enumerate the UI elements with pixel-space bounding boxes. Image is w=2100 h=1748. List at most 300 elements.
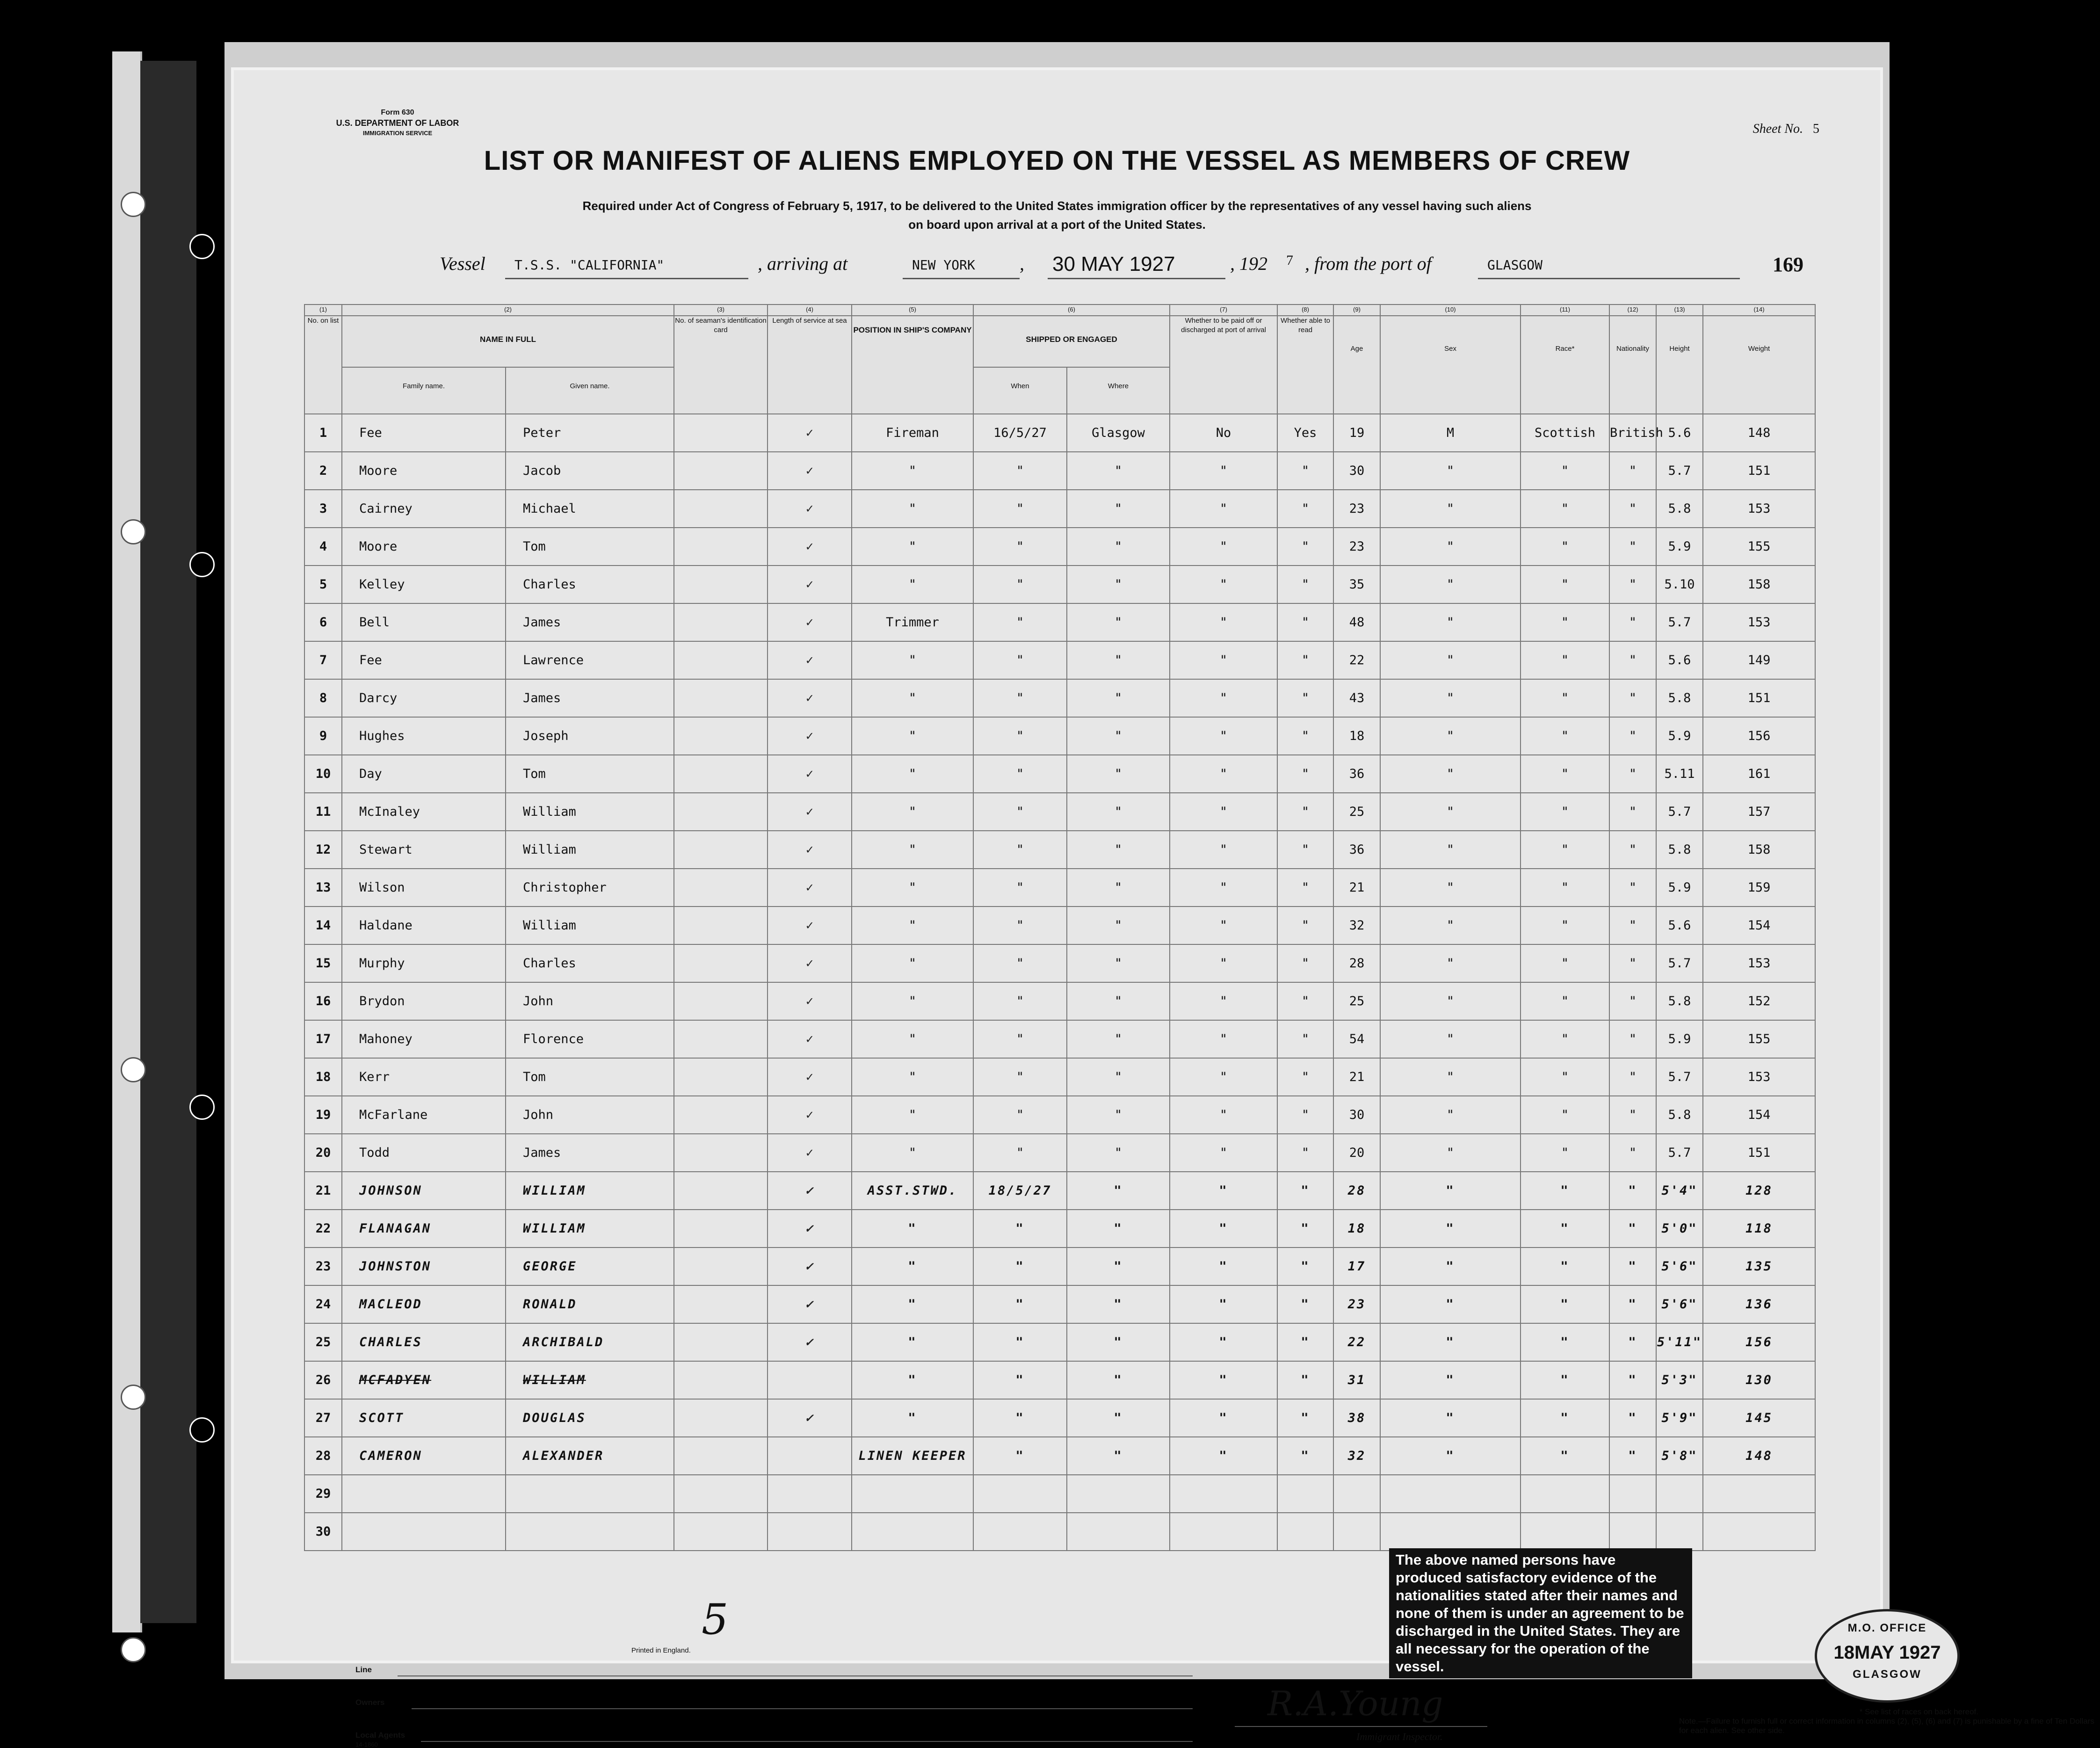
shipped-where: " [1067, 831, 1170, 869]
shipped-where: " [1067, 1361, 1170, 1399]
colnum: (6) [973, 305, 1170, 316]
shipped-where: " [1067, 452, 1170, 490]
row-number: 14 [304, 907, 342, 944]
seaman-id-cell [674, 414, 768, 452]
family-name: MACLEOD [342, 1285, 506, 1323]
col-name-in-full: NAME IN FULL [342, 316, 674, 367]
age-cell: 38 [1333, 1399, 1380, 1437]
family-name: Mahoney [342, 1020, 506, 1058]
race-cell: " [1521, 755, 1609, 793]
height-cell: 5.9 [1656, 1020, 1703, 1058]
height-cell: 5'6" [1656, 1248, 1703, 1285]
weight-cell: 151 [1703, 452, 1815, 490]
shipped-when [973, 1475, 1067, 1513]
nationality-cell: " [1609, 641, 1656, 679]
height-cell: 5'3" [1656, 1361, 1703, 1399]
weight-cell: 156 [1703, 1323, 1815, 1361]
given-name: John [506, 982, 674, 1020]
weight-cell: 149 [1703, 641, 1815, 679]
manifest-subtitle [402, 196, 1712, 234]
service-check-mark [768, 1475, 852, 1513]
nationality-cell: " [1609, 907, 1656, 944]
seaman-id-cell [674, 944, 768, 982]
row-number: 27 [304, 1399, 342, 1437]
binder-hole [189, 234, 215, 259]
seaman-id-cell [674, 982, 768, 1020]
sex-cell: " [1380, 603, 1521, 641]
family-name: Darcy [342, 679, 506, 717]
race-cell [1521, 1513, 1609, 1551]
weight-cell: 154 [1703, 907, 1815, 944]
given-name: DOUGLAS [506, 1399, 674, 1437]
arriving-underline [903, 278, 1020, 279]
shipped-where: " [1067, 566, 1170, 603]
age-cell [1333, 1475, 1380, 1513]
stamp-bottom: GLASGOW [1853, 1668, 1922, 1681]
given-name: Lawrence [506, 641, 674, 679]
manifest-content [262, 89, 2094, 1748]
shipped-where: " [1067, 907, 1170, 944]
family-name: McFarlane [342, 1096, 506, 1134]
age-cell: 20 [1333, 1134, 1380, 1172]
race-cell: " [1521, 982, 1609, 1020]
sex-cell: " [1380, 452, 1521, 490]
given-name: Jacob [506, 452, 674, 490]
height-cell: 5.8 [1656, 490, 1703, 528]
binder-hole [121, 519, 146, 544]
date-underline [1048, 278, 1225, 279]
race-cell: " [1521, 603, 1609, 641]
able-read-cell: " [1277, 1134, 1333, 1172]
line-label: Line [355, 1665, 372, 1674]
family-name: Kerr [342, 1058, 506, 1096]
nationality-cell: " [1609, 1210, 1656, 1248]
table-row [304, 603, 1815, 641]
sex-cell: " [1380, 679, 1521, 717]
position-cell [852, 1475, 973, 1513]
race-cell: " [1521, 793, 1609, 831]
service-check-mark: ✓ [768, 717, 852, 755]
table-row [304, 566, 1815, 603]
manifest-number: 169 [1773, 253, 1803, 276]
service-check-mark: ✓ [768, 1285, 852, 1323]
given-name: Charles [506, 944, 674, 982]
table-row [304, 1475, 1815, 1513]
sex-cell: " [1380, 1323, 1521, 1361]
nationality-cell: " [1609, 490, 1656, 528]
weight-cell: 135 [1703, 1248, 1815, 1285]
year-suffix: 7 [1286, 253, 1293, 268]
col-given-name: Given name. [506, 367, 674, 414]
height-cell: 5'4" [1656, 1172, 1703, 1210]
race-cell [1521, 1475, 1609, 1513]
family-name: Day [342, 755, 506, 793]
shipped-where: " [1067, 982, 1170, 1020]
binder-edge [140, 61, 196, 1623]
age-cell: 43 [1333, 679, 1380, 717]
vessel-underline [505, 278, 748, 279]
position-cell: " [852, 717, 973, 755]
col-age: Age [1333, 316, 1380, 414]
table-row [304, 1134, 1815, 1172]
office-stamp [1815, 1609, 1960, 1703]
paid-off-cell: " [1170, 1399, 1277, 1437]
family-name: FLANAGAN [342, 1210, 506, 1248]
position-cell: ASST.STWD. [852, 1172, 973, 1210]
weight-cell [1703, 1475, 1815, 1513]
height-cell: 5.11 [1656, 755, 1703, 793]
shipped-when: " [973, 755, 1067, 793]
able-read-cell: " [1277, 679, 1333, 717]
weight-cell: 148 [1703, 414, 1815, 452]
nationality-cell: " [1609, 755, 1656, 793]
arrival-date: 30 MAY 1927 [1052, 253, 1175, 276]
shipped-when: " [973, 1020, 1067, 1058]
age-cell: 25 [1333, 793, 1380, 831]
sex-cell: " [1380, 717, 1521, 755]
paid-off-cell: " [1170, 907, 1277, 944]
race-cell: " [1521, 566, 1609, 603]
weight-cell: 151 [1703, 679, 1815, 717]
family-name [342, 1513, 506, 1551]
able-read-cell: " [1277, 603, 1333, 641]
binder-hole [121, 1637, 146, 1662]
race-cell: " [1521, 869, 1609, 907]
row-number: 8 [304, 679, 342, 717]
row-number: 20 [304, 1134, 342, 1172]
nationality-cell: " [1609, 982, 1656, 1020]
row-number: 4 [304, 528, 342, 566]
sex-cell: " [1380, 907, 1521, 944]
shipped-when: " [973, 944, 1067, 982]
height-cell: 5.7 [1656, 1134, 1703, 1172]
seaman-id-cell [674, 1323, 768, 1361]
weight-cell: 118 [1703, 1210, 1815, 1248]
seaman-id-cell [674, 1058, 768, 1096]
table-row [304, 490, 1815, 528]
col-shipped: SHIPPED OR ENGAGED [973, 316, 1170, 367]
able-read-cell [1277, 1513, 1333, 1551]
given-name: RONALD [506, 1285, 674, 1323]
stamp-date: 18MAY 1927 [1833, 1642, 1941, 1663]
shipped-where: " [1067, 1020, 1170, 1058]
shipped-when: 18/5/27 [973, 1172, 1067, 1210]
agents-label: Local Agents [355, 1731, 406, 1740]
race-cell: " [1521, 1096, 1609, 1134]
shipped-when: " [973, 1285, 1067, 1323]
row-number: 1 [304, 414, 342, 452]
paid-off-cell: " [1170, 1361, 1277, 1399]
shipped-where: " [1067, 944, 1170, 982]
height-cell: 5.6 [1656, 907, 1703, 944]
nationality-cell: " [1609, 452, 1656, 490]
row-number: 26 [304, 1361, 342, 1399]
paid-off-cell: " [1170, 1172, 1277, 1210]
weight-cell: 155 [1703, 528, 1815, 566]
paid-off-cell: " [1170, 755, 1277, 793]
sex-cell: " [1380, 1020, 1521, 1058]
service-check-mark: ✓ [768, 566, 852, 603]
nationality-cell: " [1609, 1399, 1656, 1437]
nationality-cell: " [1609, 1248, 1656, 1285]
age-cell: 30 [1333, 452, 1380, 490]
family-name: Todd [342, 1134, 506, 1172]
age-cell: 22 [1333, 1323, 1380, 1361]
weight-cell: 145 [1703, 1399, 1815, 1437]
given-name: Charles [506, 566, 674, 603]
shipped-where: " [1067, 641, 1170, 679]
race-cell: " [1521, 490, 1609, 528]
height-cell: 5.9 [1656, 528, 1703, 566]
position-cell: " [852, 755, 973, 793]
service-check-mark: ✓ [768, 944, 852, 982]
nationality-cell: " [1609, 1437, 1656, 1475]
shipped-where: " [1067, 679, 1170, 717]
age-cell: 18 [1333, 1210, 1380, 1248]
row-number: 23 [304, 1248, 342, 1285]
shipped-where: " [1067, 1323, 1170, 1361]
colnum: (5) [852, 305, 973, 316]
nationality-cell: " [1609, 1361, 1656, 1399]
weight-cell: 136 [1703, 1285, 1815, 1323]
seaman-id-cell [674, 1513, 768, 1551]
paid-off-cell: " [1170, 1134, 1277, 1172]
age-cell: 19 [1333, 414, 1380, 452]
subtitle-line-2: on board upon arrival at a port of the United States. [908, 218, 1206, 232]
weight-cell [1703, 1513, 1815, 1551]
manifest-sheet [234, 70, 2094, 1748]
given-name: William [506, 907, 674, 944]
service-check-mark: ✓ [768, 755, 852, 793]
given-name: Michael [506, 490, 674, 528]
race-cell: " [1521, 1210, 1609, 1248]
family-name: JOHNSON [342, 1172, 506, 1210]
height-cell: 5.9 [1656, 717, 1703, 755]
table-row [304, 1323, 1815, 1361]
col-position: POSITION IN SHIP'S COMPANY [852, 316, 973, 414]
able-read-cell: " [1277, 1248, 1333, 1285]
race-cell: " [1521, 1248, 1609, 1285]
sex-cell: " [1380, 528, 1521, 566]
binder-hole [121, 1385, 146, 1410]
table-row [304, 1437, 1815, 1475]
table-row [304, 1248, 1815, 1285]
paid-off-cell: " [1170, 982, 1277, 1020]
service-check-mark: ✓ [768, 1096, 852, 1134]
age-cell: 28 [1333, 944, 1380, 982]
weight-cell: 148 [1703, 1437, 1815, 1475]
shipped-where: " [1067, 1248, 1170, 1285]
seaman-id-cell [674, 603, 768, 641]
row-number: 6 [304, 603, 342, 641]
shipped-when: " [973, 717, 1067, 755]
table-row [304, 1020, 1815, 1058]
able-read-cell: " [1277, 1437, 1333, 1475]
service-check-mark [768, 1513, 852, 1551]
row-number: 13 [304, 869, 342, 907]
table-row [304, 944, 1815, 982]
race-cell: " [1521, 641, 1609, 679]
nationality-cell: " [1609, 831, 1656, 869]
given-name: John [506, 1096, 674, 1134]
nationality-cell: " [1609, 1285, 1656, 1323]
given-name: WILLIAM [506, 1210, 674, 1248]
family-name: Stewart [342, 831, 506, 869]
seaman-id-cell [674, 490, 768, 528]
nationality-cell [1609, 1475, 1656, 1513]
seaman-id-cell [674, 1248, 768, 1285]
race-cell: " [1521, 1058, 1609, 1096]
col-where: Where [1067, 367, 1170, 414]
given-name: ALEXANDER [506, 1437, 674, 1475]
able-read-cell: " [1277, 1096, 1333, 1134]
given-name: WILLIAM [506, 1361, 674, 1399]
position-cell: " [852, 793, 973, 831]
height-cell: 5'8" [1656, 1437, 1703, 1475]
row-number: 10 [304, 755, 342, 793]
shipped-where: " [1067, 528, 1170, 566]
position-cell: " [852, 907, 973, 944]
position-cell: " [852, 641, 973, 679]
race-cell: Scottish [1521, 414, 1609, 452]
seaman-id-cell [674, 452, 768, 490]
family-name: Fee [342, 414, 506, 452]
service-check-mark [768, 1361, 852, 1399]
agents-rule [421, 1741, 1193, 1742]
given-name: Tom [506, 755, 674, 793]
given-name: James [506, 1134, 674, 1172]
paid-off-cell: " [1170, 1285, 1277, 1323]
col-when: When [973, 367, 1067, 414]
col-nationality: Nationality [1609, 316, 1656, 414]
nationality-cell: " [1609, 717, 1656, 755]
family-name: CHARLES [342, 1323, 506, 1361]
shipped-when: " [973, 452, 1067, 490]
weight-cell: 151 [1703, 1134, 1815, 1172]
able-read-cell: " [1277, 793, 1333, 831]
weight-cell: 153 [1703, 944, 1815, 982]
crew-table [304, 304, 1816, 1551]
vessel-name: T.S.S. "CALIFORNIA" [514, 257, 665, 273]
weight-cell: 153 [1703, 1058, 1815, 1096]
service-check-mark: ✓ [768, 1172, 852, 1210]
service-check-mark: ✓ [768, 831, 852, 869]
age-cell: 23 [1333, 490, 1380, 528]
table-row [304, 982, 1815, 1020]
paid-off-cell: " [1170, 717, 1277, 755]
sex-cell: " [1380, 1058, 1521, 1096]
seaman-id-cell [674, 641, 768, 679]
seaman-id-cell [674, 1285, 768, 1323]
service-check-mark: ✓ [768, 1020, 852, 1058]
shipped-when: 16/5/27 [973, 414, 1067, 452]
shipped-when: " [973, 982, 1067, 1020]
row-number: 28 [304, 1437, 342, 1475]
row-number: 18 [304, 1058, 342, 1096]
race-cell: " [1521, 1323, 1609, 1361]
crew-rows [304, 414, 1815, 1551]
binder-hole [189, 1417, 215, 1443]
able-read-cell: " [1277, 1399, 1333, 1437]
age-cell: 25 [1333, 982, 1380, 1020]
col-sex: Sex [1380, 316, 1521, 414]
row-number: 21 [304, 1172, 342, 1210]
col-weight: Weight [1703, 316, 1815, 414]
position-cell: " [852, 490, 973, 528]
given-name: Florence [506, 1020, 674, 1058]
height-cell: 5.7 [1656, 793, 1703, 831]
age-cell: 21 [1333, 1058, 1380, 1096]
service-check-mark: ✓ [768, 452, 852, 490]
sex-cell [1380, 1513, 1521, 1551]
weight-cell: 156 [1703, 717, 1815, 755]
row-number: 16 [304, 982, 342, 1020]
family-name: JOHNSTON [342, 1248, 506, 1285]
position-cell: " [852, 1285, 973, 1323]
seaman-id-cell [674, 1210, 768, 1248]
family-name: Moore [342, 452, 506, 490]
shipped-where: " [1067, 603, 1170, 641]
table-row [304, 1399, 1815, 1437]
seaman-id-cell [674, 679, 768, 717]
inspector-label: Immigrant Inspector. [1356, 1731, 1443, 1742]
col-seaman-id: No. of seaman's identification card [674, 316, 768, 414]
family-name: CAMERON [342, 1437, 506, 1475]
shipped-where: " [1067, 1437, 1170, 1475]
owners-label: Owners [355, 1698, 385, 1707]
table-row [304, 717, 1815, 755]
colnum: (1) [304, 305, 342, 316]
shipped-when: " [973, 793, 1067, 831]
family-name: Murphy [342, 944, 506, 982]
race-cell: " [1521, 717, 1609, 755]
nationality-cell [1609, 1513, 1656, 1551]
header-row-1 [304, 316, 1815, 367]
agents-code: 14-1860 [355, 1741, 378, 1748]
service-check-mark: ✓ [768, 907, 852, 944]
able-read-cell: " [1277, 1361, 1333, 1399]
shipped-when: " [973, 528, 1067, 566]
position-cell: " [852, 982, 973, 1020]
row-number: 30 [304, 1513, 342, 1551]
able-read-cell: Yes [1277, 414, 1333, 452]
colnum: (7) [1170, 305, 1277, 316]
able-read-cell: " [1277, 1058, 1333, 1096]
table-row [304, 1058, 1815, 1096]
nationality-cell: " [1609, 1323, 1656, 1361]
binder-hole [189, 1095, 215, 1120]
shipped-when: " [973, 907, 1067, 944]
sex-cell: " [1380, 1361, 1521, 1399]
paid-off-cell: " [1170, 831, 1277, 869]
tally-mark: 5 [702, 1595, 729, 1644]
age-cell: 23 [1333, 528, 1380, 566]
table-row [304, 793, 1815, 831]
paid-off-cell: " [1170, 1058, 1277, 1096]
shipped-when: " [973, 566, 1067, 603]
family-name: Brydon [342, 982, 506, 1020]
colnum: (2) [342, 305, 674, 316]
position-cell: " [852, 944, 973, 982]
position-cell: " [852, 1096, 973, 1134]
form-number: Form 630 [381, 109, 414, 116]
shipped-when: " [973, 1058, 1067, 1096]
colnum: (12) [1609, 305, 1656, 316]
table-row [304, 1513, 1815, 1551]
weight-cell: 158 [1703, 831, 1815, 869]
paid-off-cell: " [1170, 1210, 1277, 1248]
colnum: (8) [1277, 305, 1333, 316]
